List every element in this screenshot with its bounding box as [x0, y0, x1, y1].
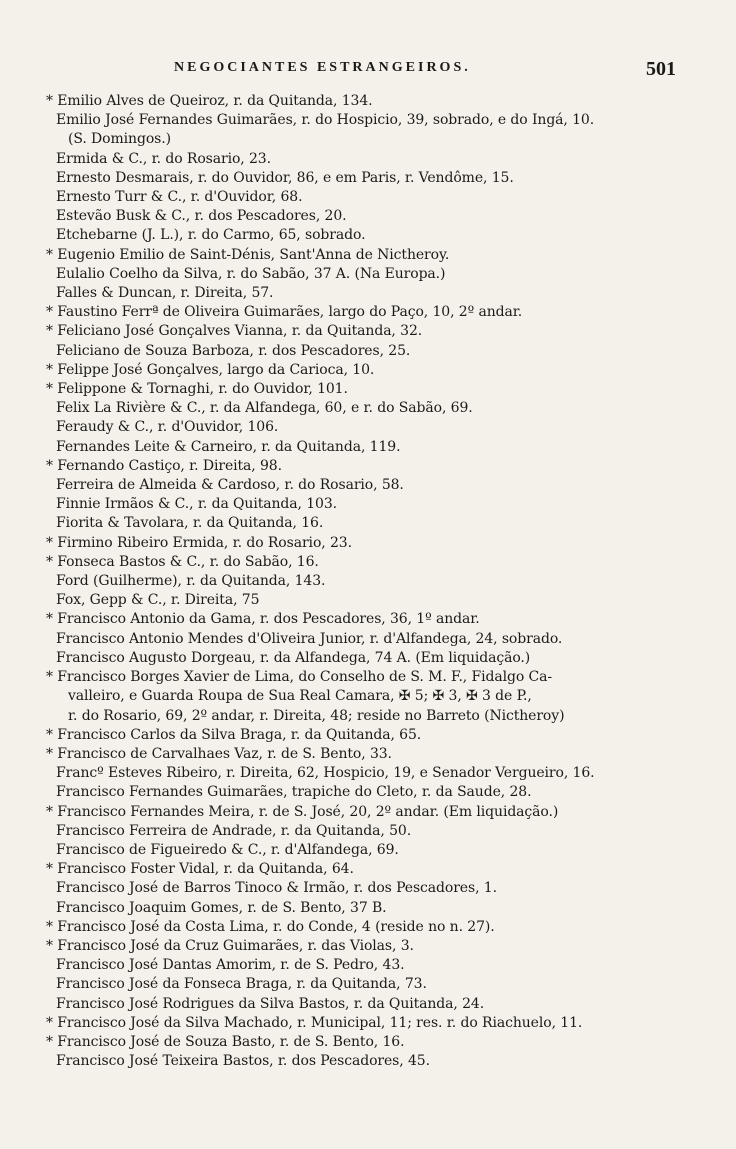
merchant-entry: * Eugenio Emilio de Saint-Dénis, Sant'Anna de Nictheroy.	[46, 246, 450, 263]
merchant-entry: Francº Esteves Ribeiro, r. Direita, 62, Hospicio, 19, e Senador Vergueiro, 16.	[56, 765, 595, 782]
merchant-entry: Francisco José Dantas Amorim, r. de S. Pedro, 43.	[56, 957, 405, 974]
merchant-entry: * Francisco de Carvalhaes Vaz, r. de S. Bento, 33.	[46, 745, 392, 762]
merchant-list	[46, 92, 686, 1071]
page-header	[46, 58, 676, 82]
merchant-entry: Francisco Joaquim Gomes, r. de S. Bento, 37 B.	[56, 899, 387, 916]
merchant-entry: * Francisco José da Cruz Guimarães, r. das Violas, 3.	[46, 937, 414, 954]
merchant-entry: Fox, Gepp & C., r. Direita, 75	[56, 592, 260, 609]
merchant-entry: Ermida & C., r. do Rosario, 23.	[56, 150, 271, 167]
entry-continuation-line: r. do Rosario, 69, 2º andar, r. Direita, 48; reside no Barreto (Nictheroy)	[68, 707, 565, 724]
merchant-entry: Finnie Irmãos & C., r. da Quitanda, 103.	[56, 496, 337, 513]
merchant-entry: Ford (Guilherme), r. da Quitanda, 143.	[56, 573, 326, 590]
merchant-entry: Francisco José da Fonseca Braga, r. da Quitanda, 73.	[56, 976, 427, 993]
merchant-entry: Francisco de Figueiredo & C., r. d'Alfandega, 69.	[56, 841, 399, 858]
merchant-entry: Estevão Busk & C., r. dos Pescadores, 20.	[56, 208, 347, 225]
merchant-entry: Ernesto Turr & C., r. d'Ouvidor, 68.	[56, 189, 303, 206]
merchant-entry: * Felippone & Tornaghi, r. do Ouvidor, 101.	[46, 381, 348, 398]
merchant-entry: * Francisco Fernandes Meira, r. de S. José, 20, 2º andar. (Em liquidação.)	[46, 803, 559, 820]
merchant-entry: * Faustino Ferrª de Oliveira Guimarães, largo do Paço, 10, 2º andar.	[46, 304, 523, 321]
merchant-entry: Emilio José Fernandes Guimarães, r. do Hospicio, 39, sobrado, e do Ingá, 10.	[56, 112, 595, 129]
merchant-entry: Eulalio Coelho da Silva, r. do Sabão, 37 A. (Na Europa.)	[56, 265, 446, 282]
merchant-entry: Etchebarne (J. L.), r. do Carmo, 65, sobrado.	[56, 227, 366, 244]
merchant-entry: Ernesto Desmarais, r. do Ouvidor, 86, e em Paris, r. Vendôme, 15.	[56, 169, 514, 186]
merchant-entry: * Firmino Ribeiro Ermida, r. do Rosario, 23.	[46, 534, 352, 551]
entry-continuation-line: valleiro, e Guarda Roupa de Sua Real Camara, ✠ 5; ✠ 3, ✠ 3 de P.,	[68, 688, 532, 705]
entry-continuation-line: (S. Domingos.)	[68, 131, 171, 148]
merchant-entry: * Francisco Borges Xavier de Lima, do Conselho de S. M. F., Fidalgo Ca-	[46, 669, 553, 686]
merchant-entry: * Emilio Alves de Queiroz, r. da Quitanda, 134.	[46, 93, 373, 109]
merchant-entry: Francisco Augusto Dorgeau, r. da Alfandega, 74 A. (Em liquidação.)	[56, 649, 531, 666]
merchant-entry: Francisco Antonio Mendes d'Oliveira Junior, r. d'Alfandega, 24, sobrado.	[56, 630, 563, 647]
merchant-entry: * Fonseca Bastos & C., r. do Sabão, 16.	[46, 553, 319, 570]
merchant-entry: Francisco Ferreira de Andrade, r. da Quitanda, 50.	[56, 822, 412, 839]
merchant-entry: Falles & Duncan, r. Direita, 57.	[56, 285, 274, 302]
merchant-entry: Francisco José de Barros Tinoco & Irmão, r. dos Pescadores, 1.	[56, 880, 497, 897]
merchant-entry: Feliciano de Souza Barboza, r. dos Pescadores, 25.	[56, 342, 411, 359]
merchant-entry: Feraudy & C., r. d'Ouvidor, 106.	[56, 419, 279, 436]
merchant-entry: * Francisco Antonio da Gama, r. dos Pescadores, 36, 1º andar.	[46, 611, 480, 628]
merchant-entry: Fiorita & Tavolara, r. da Quitanda, 16.	[56, 515, 324, 532]
merchant-entry: * Feliciano José Gonçalves Vianna, r. da Quitanda, 32.	[46, 323, 423, 340]
page-number: 501	[646, 58, 676, 80]
merchant-entry: * Felippe José Gonçalves, largo da Carioca, 10.	[46, 361, 375, 378]
merchant-entry: Francisco José Rodrigues da Silva Bastos, r. da Quitanda, 24.	[56, 995, 485, 1012]
merchant-entry: Felix La Rivière & C., r. da Alfandega, 60, e r. do Sabão, 69.	[56, 400, 473, 417]
merchant-entry: * Fernando Castiço, r. Direita, 98.	[46, 457, 282, 474]
merchant-entry: * Francisco Carlos da Silva Braga, r. da Quitanda, 65.	[46, 726, 422, 743]
merchant-entry: * Francisco José da Silva Machado, r. Municipal, 11; res. r. do Riachuelo, 11.	[46, 1014, 583, 1031]
merchant-entry: Francisco José Teixeira Bastos, r. dos Pescadores, 45.	[56, 1053, 430, 1070]
merchant-entry: * Francisco José de Souza Basto, r. de S. Bento, 16.	[46, 1033, 405, 1050]
merchant-entry: * Francisco Foster Vidal, r. da Quitanda, 64.	[46, 861, 354, 878]
merchant-entry: Fernandes Leite & Carneiro, r. da Quitanda, 119.	[56, 438, 401, 455]
merchant-entry: Francisco Fernandes Guimarães, trapiche do Cleto, r. da Saude, 28.	[56, 784, 532, 801]
page-title: NEGOCIANTES ESTRANGEIROS.	[174, 60, 471, 75]
merchant-entry: * Francisco José da Costa Lima, r. do Conde, 4 (reside no n. 27).	[46, 918, 495, 935]
merchant-entry: Ferreira de Almeida & Cardoso, r. do Rosario, 58.	[56, 477, 404, 494]
